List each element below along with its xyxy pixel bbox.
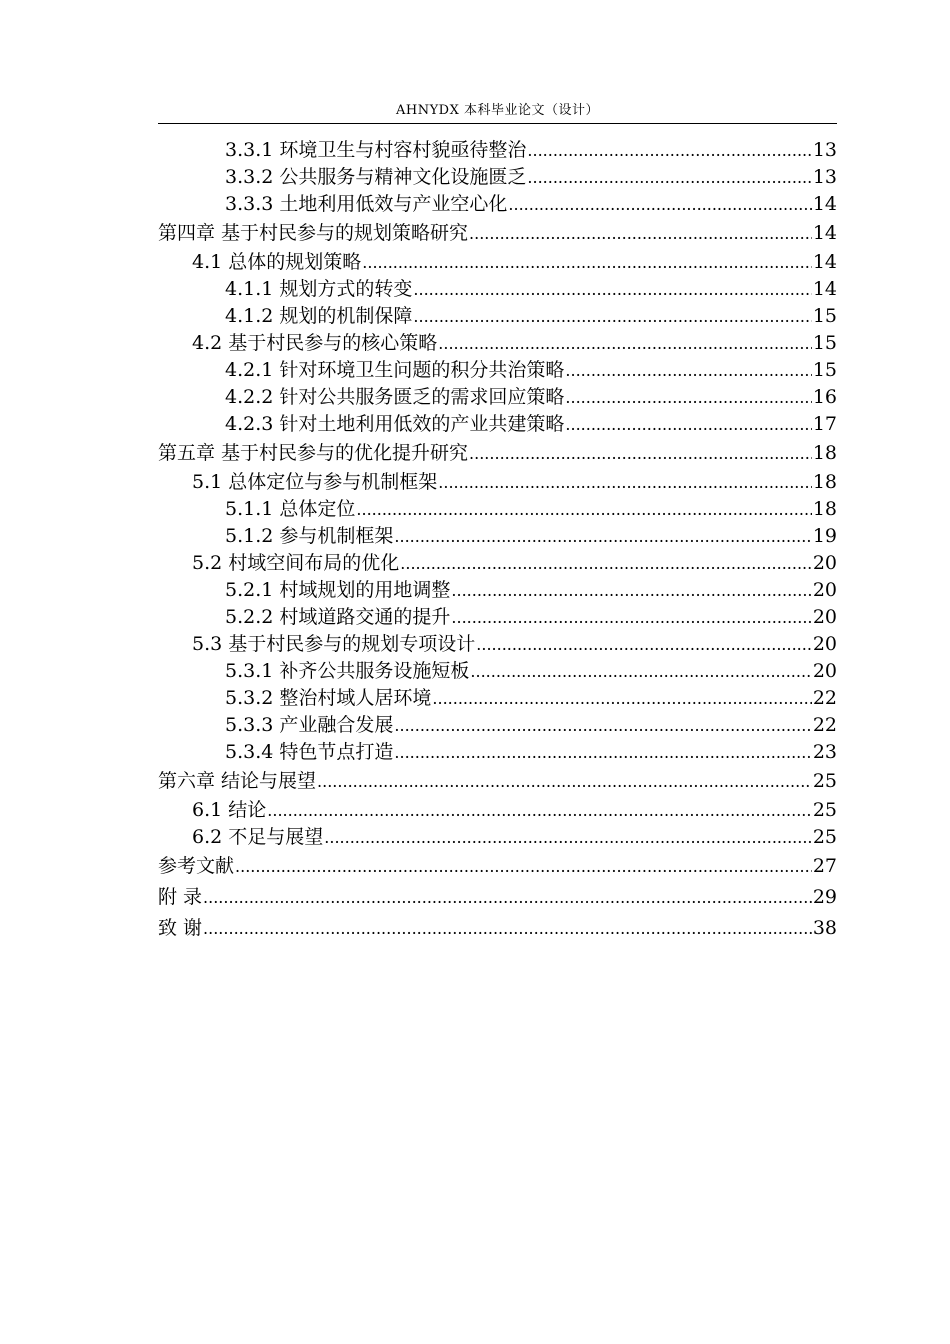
toc-entry-page-number: 38	[812, 917, 837, 939]
toc-entry[interactable]	[158, 797, 837, 824]
toc-entry[interactable]	[158, 550, 837, 577]
toc-dot-leader	[356, 496, 811, 523]
toc-dot-leader	[400, 550, 812, 577]
toc-entry-page-number: 22	[812, 714, 837, 736]
toc-entry[interactable]	[158, 851, 837, 882]
toc-entry-title: 4.2.1 针对环境卫生问题的积分共治策略	[225, 359, 565, 381]
toc-dot-leader	[527, 137, 811, 164]
toc-entry-page-number: 13	[812, 139, 837, 161]
toc-entry-page-number: 14	[812, 251, 837, 273]
toc-entry-title: 第四章 基于村民参与的规划策略研究	[158, 222, 469, 244]
toc-entry[interactable]	[158, 469, 837, 496]
toc-dot-leader	[508, 191, 811, 218]
toc-entry-page-number: 25	[812, 799, 837, 821]
toc-entry-title: 6.1 结论	[192, 799, 267, 821]
toc-entry-title: 5.1.1 总体定位	[225, 498, 356, 520]
toc-entry[interactable]	[158, 164, 837, 191]
toc-entry-page-number: 25	[812, 770, 837, 792]
toc-entry[interactable]	[158, 882, 837, 913]
toc-dot-leader	[394, 523, 811, 550]
toc-dot-leader	[432, 685, 811, 712]
toc-entry-page-number: 16	[812, 386, 837, 408]
toc-entry-title: 5.1.2 参与机制框架	[225, 525, 394, 547]
toc-entry[interactable]	[158, 577, 837, 604]
toc-entry[interactable]	[158, 712, 837, 739]
toc-entry-title: 4.1.1 规划方式的转变	[225, 278, 413, 300]
toc-entry[interactable]	[158, 523, 837, 550]
toc-entry-title: 附 录	[158, 886, 203, 908]
header-rule	[158, 123, 837, 124]
toc-entry-page-number: 23	[812, 741, 837, 763]
toc-entry[interactable]	[158, 631, 837, 658]
toc-entry-title: 第五章 基于村民参与的优化提升研究	[158, 442, 469, 464]
toc-entry-page-number: 15	[812, 359, 837, 381]
toc-entry[interactable]	[158, 276, 837, 303]
toc-entry-title: 4.2 基于村民参与的核心策略	[192, 332, 438, 354]
toc-entry-title: 第六章 结论与展望	[158, 770, 317, 792]
toc-entry-page-number: 18	[812, 471, 837, 493]
toc-dot-leader	[362, 249, 812, 276]
toc-entry[interactable]	[158, 685, 837, 712]
toc-entry-title: 4.2.3 针对土地利用低效的产业共建策略	[225, 413, 565, 435]
toc-entry[interactable]	[158, 824, 837, 851]
toc-entry-page-number: 15	[812, 305, 837, 327]
toc-entry[interactable]	[158, 411, 837, 438]
table-of-contents	[158, 137, 837, 944]
toc-entry-page-number: 17	[812, 413, 837, 435]
toc-entry[interactable]	[158, 739, 837, 766]
toc-entry[interactable]	[158, 191, 837, 218]
toc-entry-title: 参考文献	[158, 855, 235, 877]
toc-dot-leader	[565, 411, 811, 438]
toc-entry[interactable]	[158, 137, 837, 164]
toc-entry[interactable]	[158, 496, 837, 523]
toc-entry-page-number: 15	[812, 332, 837, 354]
toc-entry-page-number: 20	[812, 606, 837, 628]
toc-dot-leader	[451, 577, 811, 604]
toc-entry-page-number: 20	[812, 579, 837, 601]
toc-entry-title: 5.2 村域空间布局的优化	[192, 552, 400, 574]
toc-entry-page-number: 14	[812, 193, 837, 215]
toc-entry[interactable]	[158, 604, 837, 631]
toc-dot-leader	[527, 164, 811, 191]
toc-dot-leader	[451, 604, 811, 631]
toc-entry-title: 5.3 基于村民参与的规划专项设计	[192, 633, 476, 655]
toc-dot-leader	[267, 797, 812, 824]
toc-entry-title: 5.1 总体定位与参与机制框架	[192, 471, 438, 493]
toc-entry[interactable]	[158, 384, 837, 411]
toc-entry[interactable]	[158, 330, 837, 357]
toc-entry-page-number: 14	[812, 278, 837, 300]
toc-entry-title: 5.3.2 整治村域人居环境	[225, 687, 432, 709]
toc-dot-leader	[565, 357, 811, 384]
toc-dot-leader	[438, 469, 812, 496]
toc-entry-page-number: 18	[812, 498, 837, 520]
toc-dot-leader	[470, 658, 811, 685]
toc-entry-title: 4.1.2 规划的机制保障	[225, 305, 413, 327]
toc-entry-page-number: 27	[812, 855, 837, 877]
toc-dot-leader	[413, 303, 811, 330]
toc-entry-title: 5.3.1 补齐公共服务设施短板	[225, 660, 470, 682]
toc-entry[interactable]	[158, 303, 837, 330]
toc-entry-title: 3.3.3 土地利用低效与产业空心化	[225, 193, 508, 215]
toc-entry-page-number: 13	[812, 166, 837, 188]
toc-entry-title: 致 谢	[158, 917, 203, 939]
toc-entry-page-number: 20	[812, 660, 837, 682]
toc-dot-leader	[469, 438, 812, 469]
toc-dot-leader	[235, 851, 812, 882]
toc-dot-leader	[469, 218, 812, 249]
toc-dot-leader	[565, 384, 811, 411]
toc-entry-page-number: 18	[812, 442, 837, 464]
toc-entry-page-number: 14	[812, 222, 837, 244]
toc-entry-title: 4.2.2 针对公共服务匮乏的需求回应策略	[225, 386, 565, 408]
page-header: AHNYDX 本科毕业论文（设计）	[396, 103, 599, 118]
toc-entry-page-number: 25	[812, 826, 837, 848]
toc-entry-title: 3.3.1 环境卫生与村容村貌亟待整治	[225, 139, 527, 161]
toc-entry[interactable]	[158, 766, 837, 797]
toc-entry-title: 5.2.1 村域规划的用地调整	[225, 579, 451, 601]
toc-dot-leader	[438, 330, 812, 357]
toc-entry-title: 6.2 不足与展望	[192, 826, 324, 848]
toc-entry-title: 4.1 总体的规划策略	[192, 251, 362, 273]
toc-entry-title: 5.2.2 村域道路交通的提升	[225, 606, 451, 628]
toc-entry[interactable]	[158, 658, 837, 685]
toc-entry-title: 5.3.3 产业融合发展	[225, 714, 394, 736]
toc-entry[interactable]	[158, 357, 837, 384]
toc-dot-leader	[203, 913, 812, 944]
toc-entry-title: 3.3.2 公共服务与精神文化设施匮乏	[225, 166, 527, 188]
toc-entry[interactable]	[158, 438, 837, 469]
toc-dot-leader	[476, 631, 812, 658]
toc-dot-leader	[203, 882, 812, 913]
toc-entry[interactable]	[158, 249, 837, 276]
toc-entry-page-number: 19	[812, 525, 837, 547]
toc-entry-title: 5.3.4 特色节点打造	[225, 741, 394, 763]
toc-dot-leader	[413, 276, 811, 303]
toc-entry-page-number: 29	[812, 886, 837, 908]
toc-dot-leader	[317, 766, 812, 797]
toc-dot-leader	[394, 739, 811, 766]
toc-entry[interactable]	[158, 913, 837, 944]
toc-dot-leader	[324, 824, 812, 851]
toc-dot-leader	[394, 712, 811, 739]
toc-entry[interactable]	[158, 218, 837, 249]
toc-entry-page-number: 22	[812, 687, 837, 709]
toc-entry-page-number: 20	[812, 633, 837, 655]
toc-entry-page-number: 20	[812, 552, 837, 574]
